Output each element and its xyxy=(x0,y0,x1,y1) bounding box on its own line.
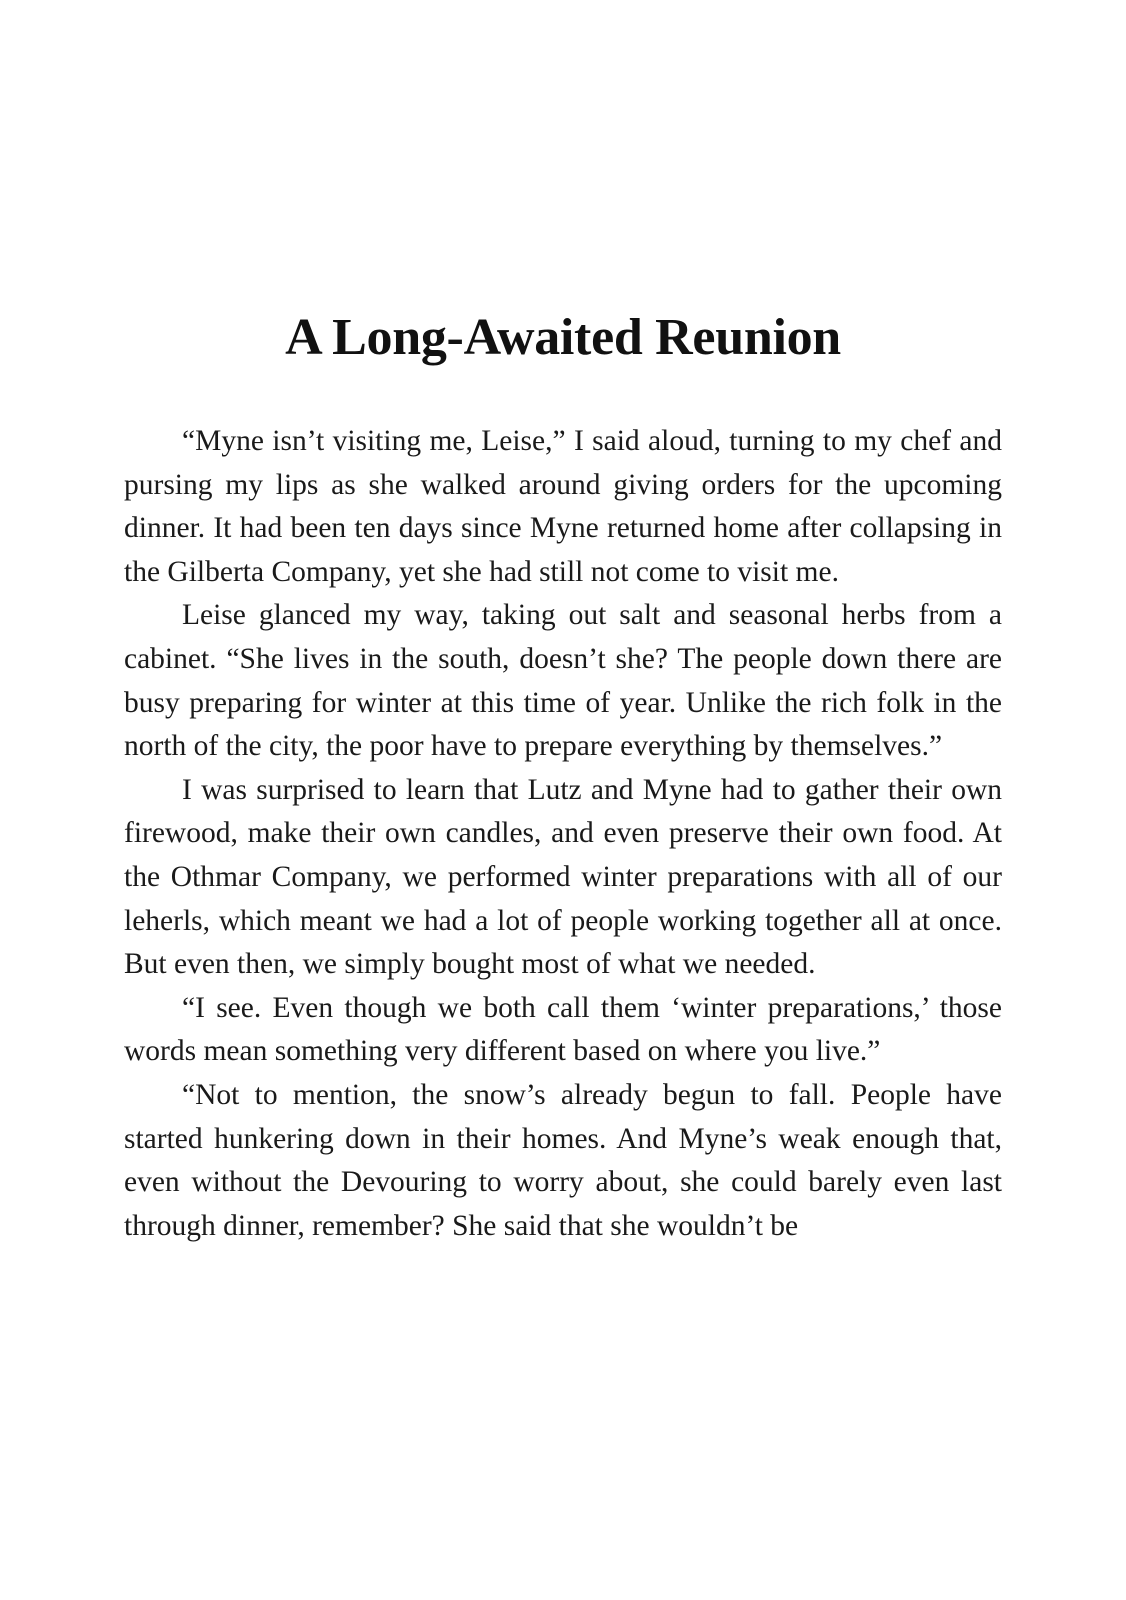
chapter-title: A Long-Awaited Reunion xyxy=(285,309,841,366)
paragraph: Leise glanced my way, taking out salt and seasonal herbs from a cabinet. “She lives in the south, doesn’t she? The people down there are busy preparing for winter at this time of year. Unlike the rich folk in the north of the city, the poor have to prepare everything by themselves.” xyxy=(124,599,1002,763)
paragraph: “Not to mention, the snow’s already begun to fall. People have started hunkering down in their homes. And Myne’s weak enough that, even without the Devouring to worry about, she could barely even last through dinner, remember? She said that she wouldn’t be xyxy=(124,1078,1002,1242)
paragraph: “Myne isn’t visiting me, Leise,” I said aloud, turning to my chef and pursing my lips as she walked around giving orders for the upcoming dinner. It had been ten days since Myne returned home after collapsing in the Gilberta Company, yet she had still not come to visit me. xyxy=(124,425,1002,588)
paragraph: “I see. Even though we both call them ‘winter preparations,’ those words mean something very different based on where you live.” xyxy=(124,991,1002,1068)
paragraph: I was surprised to learn that Lutz and Myne had to gather their own firewood, make their own candles, and even preserve their own food. At the Othmar Company, we performed winter preparations with all of our leherls, which meant we had a lot of people working together all at once. But even then, we simply bought most of what we needed. xyxy=(124,773,1002,981)
chapter-body xyxy=(124,420,1002,1248)
